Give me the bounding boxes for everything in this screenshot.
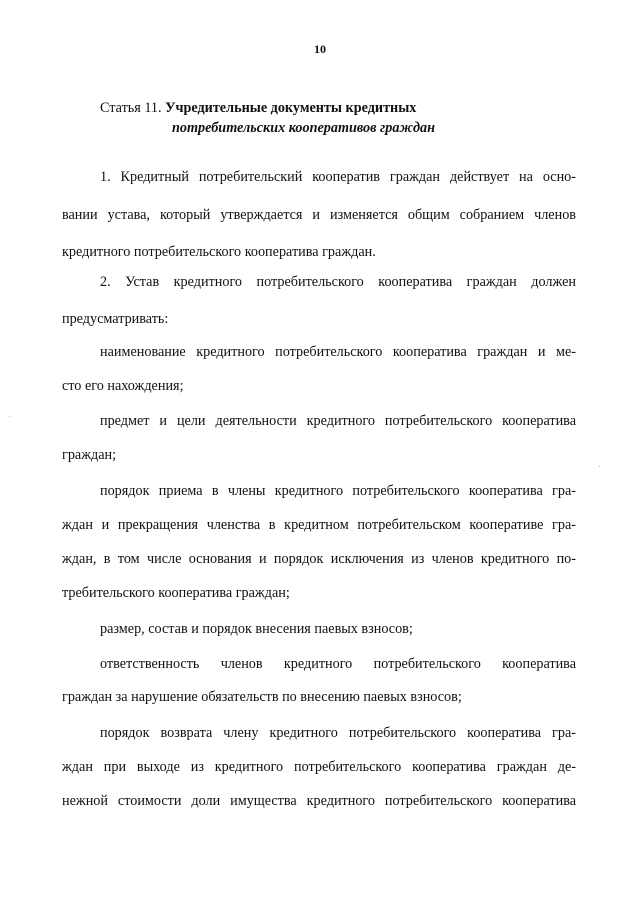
article-title-line1: Учредительные документы кредитных <box>165 100 417 116</box>
list-item-line: граждан; <box>62 447 117 463</box>
article-heading <box>100 98 435 138</box>
list-item-line: предмет и цели деятельности кредитного потребительского кооператива <box>100 413 576 429</box>
page-number: 10 <box>314 42 326 56</box>
list-item-line: размер, состав и порядок внесения паевых взносов; <box>100 621 413 637</box>
list-item-line: сто его нахождения; <box>62 378 184 394</box>
paragraph-line: кредитного потребительского кооператива граждан. <box>62 244 376 260</box>
article-title-line2: потребительских кооперативов граждан <box>172 120 435 136</box>
list-item-line: ждан при выходе из кредитного потребительского кооператива граждан де- <box>62 759 576 775</box>
list-item-line: наименование кредитного потребительского кооператива граждан и ме- <box>100 344 576 360</box>
scan-speck: · <box>8 412 12 423</box>
article-number: Статья 11. <box>100 100 162 116</box>
paragraph-line: 2. Устав кредитного потребительского кооператива граждан должен <box>100 274 576 290</box>
list-item-line: порядок возврата члену кредитного потребительского кооператива гра- <box>100 725 576 741</box>
paragraph-line: 1. Кредитный потребительский кооператив граждан действует на осно- <box>100 169 576 185</box>
paragraph-line: предусматривать: <box>62 311 169 327</box>
list-item-line: граждан за нарушение обязательств по внесению паевых взносов; <box>62 689 462 705</box>
list-item-line: нежной стоимости доли имущества кредитного потребительского кооператива <box>62 793 576 809</box>
paragraph-line: вании устава, который утверждается и изменяется общим собранием членов <box>62 207 576 223</box>
scan-speck: · <box>598 462 602 473</box>
list-item-line: ждан и прекращения членства в кредитном потребительском кооперативе гра- <box>62 517 576 533</box>
list-item-line: ждан, в том числе основания и порядок исключения из членов кредитного по- <box>62 551 576 567</box>
list-item-line: порядок приема в члены кредитного потребительского кооператива гра- <box>100 483 576 499</box>
list-item-line: ответственность членов кредитного потребительского кооператива <box>100 656 576 672</box>
list-item-line: требительского кооператива граждан; <box>62 585 290 601</box>
